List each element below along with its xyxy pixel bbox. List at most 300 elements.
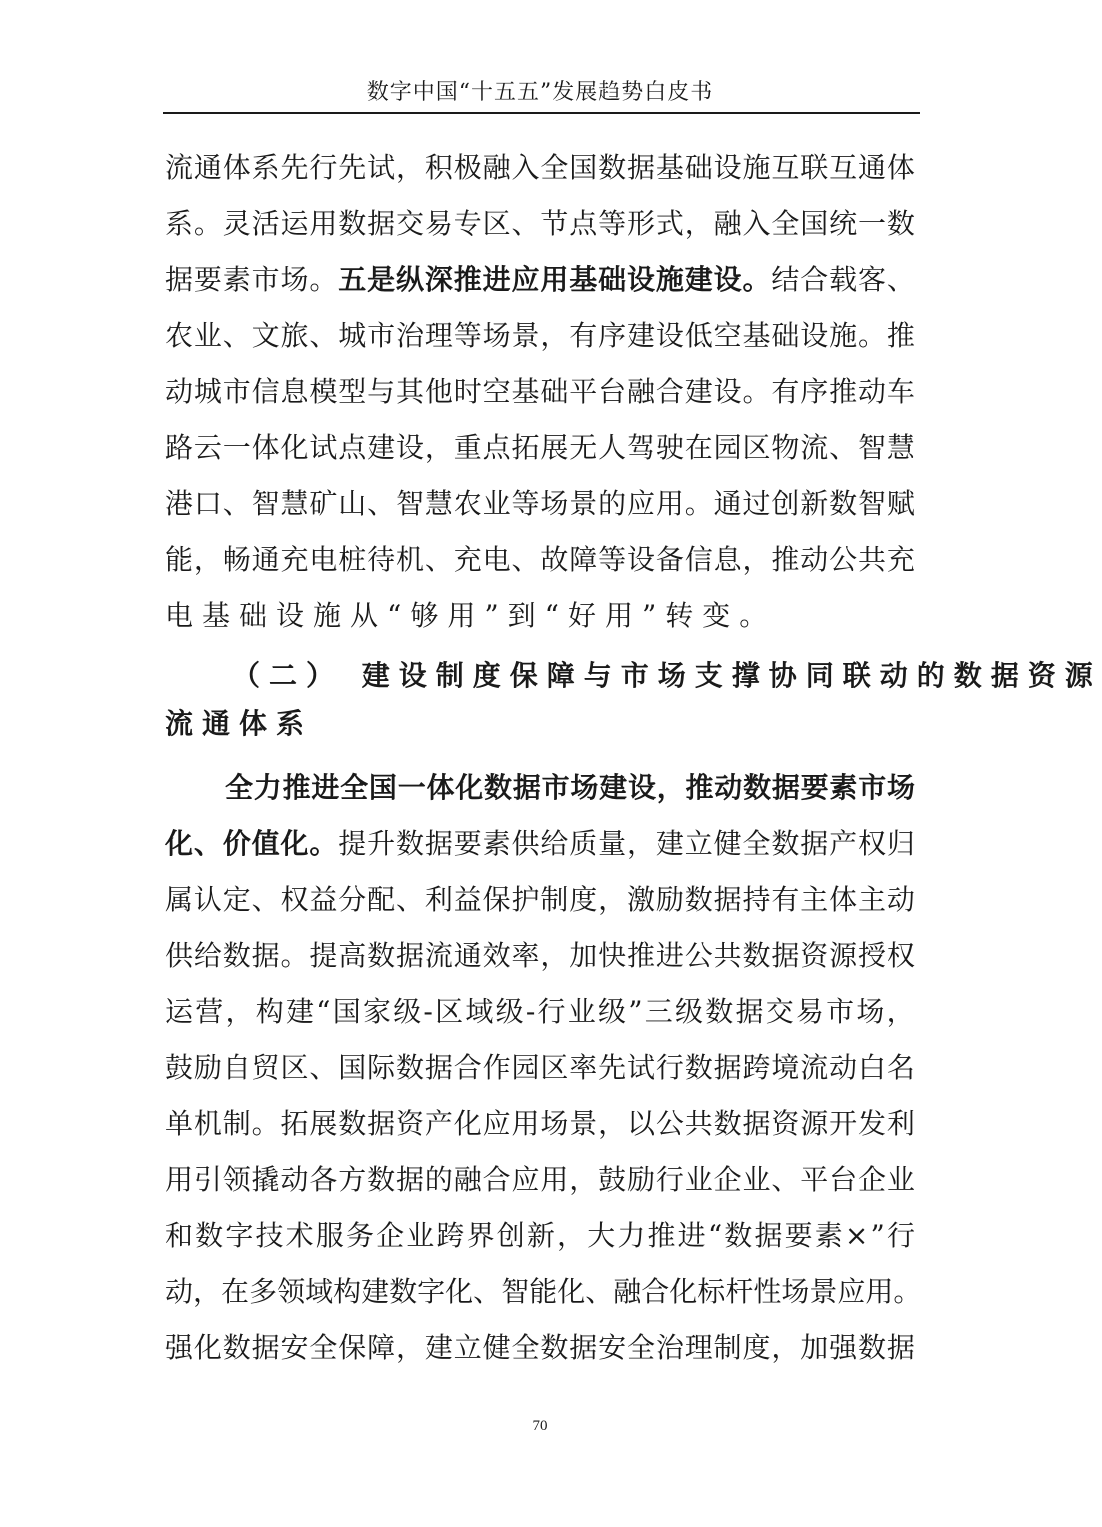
text-char: 数 <box>771 827 800 860</box>
text-char: 自 <box>222 1051 251 1084</box>
text-char: - <box>525 995 536 1028</box>
text-char: 统 <box>829 207 858 240</box>
text-char: 、 <box>473 1275 502 1308</box>
text-char: 体 <box>251 431 280 464</box>
text-char: 域 <box>465 995 494 1028</box>
text-char: 试 <box>367 151 396 184</box>
text-char: 。 <box>193 207 222 240</box>
text-char: 与 <box>367 375 396 408</box>
text-char: 流 <box>424 939 453 972</box>
text-char: 级 <box>597 995 626 1028</box>
text-char: 构 <box>333 1275 362 1308</box>
text-char: 、 <box>829 431 858 464</box>
text-char: 障 <box>569 543 598 576</box>
text-char: 素 <box>222 263 251 296</box>
text-char: 立 <box>453 1331 482 1364</box>
text-char: 定 <box>222 883 251 916</box>
text-char: ， <box>424 431 453 464</box>
text-char: 市 <box>826 995 855 1028</box>
text-char: 物 <box>771 431 800 464</box>
text-char: 展 <box>309 1107 338 1140</box>
text-char: 通 <box>251 543 280 576</box>
text-char: 农 <box>453 487 482 520</box>
text-char: 场 <box>856 995 885 1028</box>
text-char: 多 <box>249 1275 278 1308</box>
text-char: 的 <box>424 1163 453 1196</box>
text-char: 山 <box>338 487 367 520</box>
text-char: 据 <box>367 1107 396 1140</box>
text-char: 属 <box>165 883 194 916</box>
text-char: 创 <box>771 487 800 520</box>
text-char: 据 <box>713 883 742 916</box>
text-char: 建 <box>655 827 684 860</box>
text-char: 客 <box>858 263 887 296</box>
text-char: 标 <box>697 1275 726 1308</box>
text-char: 共 <box>713 939 742 972</box>
text-char: 口 <box>193 487 222 520</box>
text-char: 各 <box>309 1163 338 1196</box>
text-char: 化 <box>453 1107 482 1140</box>
text-char: 施 <box>829 319 858 352</box>
text-char: 区 <box>435 995 464 1028</box>
text-char: 护 <box>511 883 540 916</box>
text-char: 创 <box>496 1219 525 1252</box>
text-char: 级 <box>674 995 703 1028</box>
text-char: 据 <box>512 771 541 804</box>
text-char: 。 <box>684 487 713 520</box>
text-char: 际 <box>367 1051 396 1084</box>
text-char: 值 <box>251 827 280 860</box>
text-char: 机 <box>193 1107 222 1140</box>
text-char: 充 <box>453 543 482 576</box>
paragraph-2-line <box>165 1320 915 1376</box>
text-char: 权 <box>280 883 309 916</box>
text-char: 。 <box>858 319 887 352</box>
text-char: 城 <box>338 319 367 352</box>
text-char: 据 <box>396 939 425 972</box>
text-char: 业 <box>406 1219 435 1252</box>
text-char: 进 <box>311 771 340 804</box>
text-char: 础 <box>540 375 569 408</box>
text-char: 技 <box>255 1219 284 1252</box>
text-char: 大 <box>587 1219 616 1252</box>
text-char: ” <box>628 995 643 1028</box>
text-char: 互 <box>829 151 858 184</box>
text-char: 先 <box>280 151 309 184</box>
text-char: 畅 <box>222 543 251 576</box>
text-char: 序 <box>598 319 627 352</box>
text-char: 场 <box>482 319 511 352</box>
text-char: 慧 <box>886 431 915 464</box>
paragraph-2-line <box>165 1096 915 1152</box>
text-char: 流 <box>800 1051 829 1084</box>
text-char: 积 <box>424 151 453 184</box>
text-char: 础 <box>684 151 713 184</box>
text-char: 合 <box>800 263 829 296</box>
text-char: 据 <box>627 151 656 184</box>
text-char: 运 <box>280 207 309 240</box>
page-number: 70 <box>532 1418 548 1434</box>
text-char: 设 <box>713 263 742 296</box>
text-char: 在 <box>684 431 713 464</box>
text-char: 新 <box>526 1219 555 1252</box>
text-char: 行 <box>655 1163 684 1196</box>
text-char: 数 <box>829 487 858 520</box>
text-char: 加 <box>800 1331 829 1364</box>
text-char: 动 <box>165 375 194 408</box>
text-char: 空 <box>713 319 742 352</box>
text-char: 力 <box>253 771 282 804</box>
text-char: 鼓 <box>165 1051 194 1084</box>
text-char: 模 <box>309 375 338 408</box>
text-char: 化 <box>557 1275 586 1308</box>
text-char: ， <box>771 1331 800 1364</box>
text-char: ， <box>886 995 915 1028</box>
text-char: 充 <box>280 543 309 576</box>
text-char: 活 <box>251 207 280 240</box>
text-char: 。 <box>309 263 338 296</box>
text-char: 数 <box>396 827 425 860</box>
text-char: 台 <box>829 1163 858 1196</box>
text-char: 融 <box>482 151 511 184</box>
text-char: 一 <box>397 771 426 804</box>
text-char: 设 <box>396 431 425 464</box>
text-char: 云 <box>193 431 222 464</box>
text-char: 权 <box>886 939 915 972</box>
text-char: 推 <box>829 375 858 408</box>
text-char: 据 <box>771 771 800 804</box>
text-char: 基 <box>742 319 771 352</box>
text-char: 行 <box>655 1051 684 1084</box>
text-char: 据 <box>569 1331 598 1364</box>
text-char: ， <box>193 1275 222 1308</box>
text-char: 制 <box>713 1331 742 1364</box>
text-char: 区 <box>540 1051 569 1084</box>
text-char: 数 <box>684 1051 713 1084</box>
text-char: 系 <box>165 207 194 240</box>
text-char: 灵 <box>222 207 251 240</box>
text-char: 境 <box>771 1051 800 1084</box>
text-char: 动 <box>714 771 743 804</box>
text-char: ， <box>684 207 713 240</box>
text-char: 据 <box>886 1331 915 1364</box>
text-char: 界 <box>466 1219 495 1252</box>
text-char: 方 <box>338 1163 367 1196</box>
text-char: 拓 <box>511 431 540 464</box>
text-char: 数 <box>195 1219 224 1252</box>
text-char: 通 <box>858 151 887 184</box>
text-char: 基 <box>569 263 598 296</box>
text-char: 设 <box>655 319 684 352</box>
text-char: 重 <box>453 431 482 464</box>
text-char: 应 <box>627 487 656 520</box>
text-char: 交 <box>765 995 794 1028</box>
text-char: 试 <box>309 431 338 464</box>
text-char: ， <box>656 771 685 804</box>
text-char: 新 <box>800 487 829 520</box>
text-char: 他 <box>424 375 453 408</box>
text-char: 务 <box>345 1219 374 1252</box>
text-char: 数 <box>222 939 251 972</box>
text-char: 有 <box>569 319 598 352</box>
text-char: 全 <box>540 151 569 184</box>
text-char: 点 <box>482 431 511 464</box>
paragraph-1-line <box>165 196 915 252</box>
text-char: 智 <box>501 1275 530 1308</box>
text-char: 有 <box>771 883 800 916</box>
text-char: 的 <box>598 487 627 520</box>
text-char: 率 <box>511 939 540 972</box>
text-char: 据 <box>713 1051 742 1084</box>
text-char: 慧 <box>424 487 453 520</box>
text-char: 、 <box>309 1051 338 1084</box>
text-char: 业 <box>684 1163 713 1196</box>
text-char: 行 <box>886 1219 915 1252</box>
text-char: 设 <box>713 375 742 408</box>
paragraph-2-line <box>225 760 915 816</box>
text-char: 动 <box>280 1163 309 1196</box>
text-char: 资 <box>396 1107 425 1140</box>
text-char: 。 <box>742 263 771 296</box>
text-char: 配 <box>367 883 396 916</box>
text-char: 建 <box>367 431 396 464</box>
text-char: 型 <box>338 375 367 408</box>
text-char: 利 <box>886 1107 915 1140</box>
text-char: 能 <box>529 1275 558 1308</box>
text-char: 国 <box>569 151 598 184</box>
text-char: 引 <box>193 1163 222 1196</box>
text-char: 率 <box>569 1051 598 1084</box>
text-char: 推 <box>886 319 915 352</box>
text-char: 国 <box>338 1051 367 1084</box>
text-char: 入 <box>511 151 540 184</box>
text-char: 时 <box>453 375 482 408</box>
text-char: 国 <box>332 995 361 1028</box>
text-char: 市 <box>222 375 251 408</box>
text-char: 化 <box>280 431 309 464</box>
text-char: 设 <box>713 151 742 184</box>
text-char: 一 <box>222 431 251 464</box>
text-char: 量 <box>598 827 627 860</box>
text-char: 服 <box>315 1219 344 1252</box>
text-char: 业 <box>742 1163 771 1196</box>
text-char: 体 <box>829 883 858 916</box>
text-char: 励 <box>627 1163 656 1196</box>
text-char: 场 <box>886 771 915 804</box>
text-char: 效 <box>482 939 511 972</box>
text-char: 数 <box>338 207 367 240</box>
text-char: 用 <box>309 207 338 240</box>
text-char: 据 <box>742 1107 771 1140</box>
text-char: 展 <box>540 431 569 464</box>
text-char: 主 <box>800 883 829 916</box>
text-char: 公 <box>829 543 858 576</box>
paragraph-2-line <box>165 984 915 1040</box>
paragraph-1-line <box>165 476 915 532</box>
text-char: 全 <box>511 1331 540 1364</box>
text-char: 数 <box>396 1051 425 1084</box>
text-char: 以 <box>627 1107 656 1140</box>
text-char: 素 <box>829 771 858 804</box>
text-char: 场 <box>781 1275 810 1308</box>
text-char: 源 <box>800 1107 829 1140</box>
text-char: 给 <box>193 939 222 972</box>
section-heading-text-1: （二） 建设制度保障与市场支撑协同联动的数据资源 <box>232 659 1102 692</box>
paragraph-2-line <box>165 1208 915 1264</box>
text-char: 数 <box>684 883 713 916</box>
text-char: 应 <box>511 1163 540 1196</box>
text-char: 强 <box>829 1331 858 1364</box>
text-char: 全 <box>225 771 254 804</box>
text-char: 施 <box>742 151 771 184</box>
text-char: 名 <box>886 1051 915 1084</box>
text-char: 智 <box>858 431 887 464</box>
text-char: 提 <box>338 827 367 860</box>
text-char: 字 <box>225 1219 254 1252</box>
text-char: 障 <box>367 1331 396 1364</box>
text-char: 体 <box>222 151 251 184</box>
text-char: 待 <box>367 543 396 576</box>
paragraph-1-line <box>165 252 915 308</box>
text-char: 加 <box>569 939 598 972</box>
text-char: 过 <box>742 487 771 520</box>
text-char: 产 <box>829 827 858 860</box>
text-char: 据 <box>424 827 453 860</box>
text-char: 营 <box>195 995 224 1028</box>
text-char: 据 <box>251 1331 280 1364</box>
text-char: 、 <box>396 883 425 916</box>
paragraph-2-line <box>165 1040 915 1096</box>
text-char: 治 <box>396 319 425 352</box>
text-char: 等 <box>598 543 627 576</box>
text-char: 源 <box>829 939 858 972</box>
text-char: 要 <box>800 771 829 804</box>
text-char: 行 <box>309 151 338 184</box>
text-char: 、 <box>511 207 540 240</box>
text-char: 企 <box>713 1163 742 1196</box>
text-char: 易 <box>795 995 824 1028</box>
text-char: 励 <box>193 1051 222 1084</box>
text-char: 跨 <box>742 1051 771 1084</box>
text-char: 推 <box>647 1219 676 1252</box>
text-char: 、 <box>771 1163 800 1196</box>
text-char: 进 <box>482 263 511 296</box>
text-char: 全 <box>627 1331 656 1364</box>
text-char: 领 <box>277 1275 306 1308</box>
text-char: 据 <box>396 1163 425 1196</box>
text-char: 资 <box>800 939 829 972</box>
text-char: 据 <box>424 1051 453 1084</box>
text-char: 高 <box>338 939 367 972</box>
text-char: 价 <box>222 827 251 860</box>
text-char: 据 <box>251 939 280 972</box>
text-char: 合 <box>453 1051 482 1084</box>
text-char: 发 <box>858 1107 887 1140</box>
text-char: 业 <box>482 487 511 520</box>
text-char: 景 <box>569 1107 598 1140</box>
text-char: 理 <box>684 1331 713 1364</box>
text-char: 五 <box>338 263 367 296</box>
text-char: ， <box>396 151 425 184</box>
text-char: ， <box>742 543 771 576</box>
text-char: 施 <box>655 263 684 296</box>
paragraph-1-line <box>165 420 915 476</box>
text-char: 建 <box>285 995 314 1028</box>
text-char: 共 <box>684 1107 713 1140</box>
text-char: ， <box>396 1331 425 1364</box>
header-rule <box>163 112 920 114</box>
text-char: 通 <box>193 151 222 184</box>
text-char: 低 <box>684 319 713 352</box>
text-char: 质 <box>569 827 598 860</box>
text-char: 智 <box>251 487 280 520</box>
text-char: 权 <box>858 827 887 860</box>
text-char: 。 <box>742 375 771 408</box>
text-char: 运 <box>165 995 194 1028</box>
text-char: 充 <box>886 543 915 576</box>
text-char: 撬 <box>251 1163 280 1196</box>
text-char: 数 <box>724 1219 753 1252</box>
text-char: 提 <box>309 939 338 972</box>
text-char: 平 <box>800 1163 829 1196</box>
text-char: 、 <box>367 487 396 520</box>
text-char: 认 <box>193 883 222 916</box>
text-char: 治 <box>655 1331 684 1364</box>
text-char: 级 <box>393 995 422 1028</box>
text-char: 制 <box>540 883 569 916</box>
text-char: 先 <box>598 1051 627 1084</box>
text-char: 作 <box>482 1051 511 1084</box>
text-char: 通 <box>713 487 742 520</box>
text-char: ” <box>870 1219 885 1252</box>
text-char: 设 <box>627 771 656 804</box>
text-char: 联 <box>800 151 829 184</box>
text-segment: 电基础设施从“够用”到“好用”转变。 <box>165 599 777 632</box>
text-char: 益 <box>453 883 482 916</box>
text-char: 业 <box>567 995 596 1028</box>
text-char: 。 <box>251 1107 280 1140</box>
text-char: “ <box>316 995 331 1028</box>
text-char: 动 <box>165 1275 194 1308</box>
text-char: 设 <box>627 263 656 296</box>
text-char: 在 <box>221 1275 250 1308</box>
text-char: 数 <box>858 1331 887 1364</box>
text-char: 智 <box>858 487 887 520</box>
text-char: 快 <box>598 939 627 972</box>
text-char: “ <box>707 1219 723 1252</box>
text-char: 公 <box>684 939 713 972</box>
text-char: 领 <box>222 1163 251 1196</box>
text-char: 术 <box>285 1219 314 1252</box>
text-char: 区 <box>742 431 771 464</box>
text-char: 电 <box>309 543 338 576</box>
text-char: 供 <box>511 827 540 860</box>
text-char: 故 <box>540 543 569 576</box>
text-char: 健 <box>482 1331 511 1364</box>
text-char: 应 <box>511 263 540 296</box>
text-char: 信 <box>251 375 280 408</box>
text-char: 据 <box>771 939 800 972</box>
text-char: 备 <box>655 543 684 576</box>
text-char: 融 <box>453 1163 482 1196</box>
text-char: 进 <box>677 1219 706 1252</box>
text-char: 数 <box>886 207 915 240</box>
text-char: ， <box>557 1219 586 1252</box>
text-char: 息 <box>713 543 742 576</box>
text-char: 点 <box>569 207 598 240</box>
text-char: 易 <box>424 207 453 240</box>
text-char: 先 <box>338 151 367 184</box>
